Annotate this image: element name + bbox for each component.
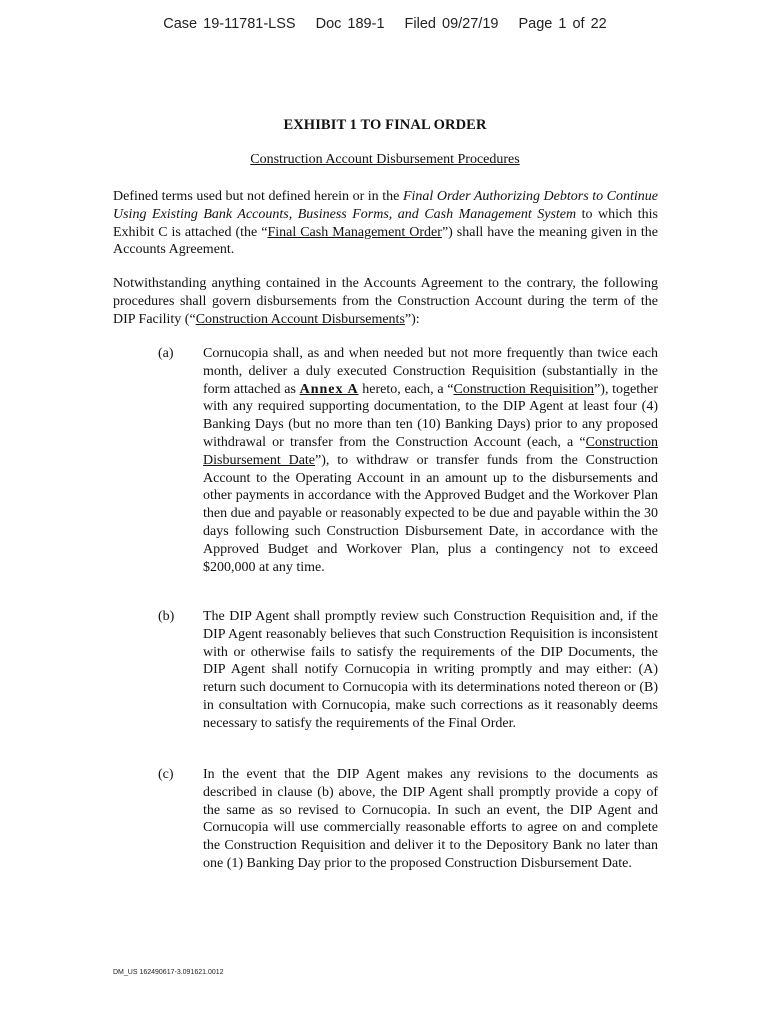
para2-text-b: ”): xyxy=(404,311,420,327)
item-label: (a) xyxy=(158,346,174,361)
item-a-text-1: Cornucopia shall, as and when needed but not more frequently than twice each month, deliver a duly executed Construction Requisition (substantially in the form attached as xyxy=(203,346,658,397)
item-label: (c) xyxy=(158,767,174,782)
defined-term: Construction Account Disbursements xyxy=(195,311,405,327)
item-label: (b) xyxy=(158,609,175,624)
defined-term: Construction Requisition xyxy=(453,381,595,397)
final-order-title: Final Order Authorizing Debtors to Continue Using Existing Bank Accounts, Business Forms, and Cash Management System xyxy=(113,189,659,222)
page-number: Page 1 of 22 xyxy=(518,16,607,32)
case-number: Case 19-11781-LSS xyxy=(163,16,296,32)
para1-text-b: to which this Exhibit C is attached (the “ xyxy=(113,206,658,240)
exhibit-subtitle: Construction Account Disbursement Procedures xyxy=(250,152,520,167)
item-a-text-3: ”), together with any required supporting documentation, to the DIP Agent at least four (4) Banking Days (but no more than ten (10) Banking Days) prior to any proposed withdrawal or transfer from the Construction Account (each, a “ xyxy=(203,381,659,450)
item-c-text: In the event that the DIP Agent makes any revisions to the documents as described in clause (b) above, the DIP Agent shall promptly provide a copy of the same as so revised to Cornucopia. In such an event, the DIP Agent and Cornucopia will use commercially reasonable efforts to agree on and complete the Construction Requisition and deliver it to the Depository Bank no later than one (1) Banking Day prior to the proposed Construction Disbursement Date. xyxy=(203,767,658,871)
para1-text-a: Defined terms used but not defined herein or in the xyxy=(113,189,403,204)
doc-number: Doc 189-1 xyxy=(315,16,385,32)
filed-date: Filed 09/27/19 xyxy=(404,16,499,32)
para2-text-a: Notwithstanding anything contained in the Accounts Agreement to the contrary, the following procedures shall govern disbursements from the Construction Account during the term of the DIP Facility (“ xyxy=(113,276,658,327)
court-filing-header xyxy=(0,16,770,32)
item-a-text-4: ”), to withdraw or transfer funds from the Construction Account to the Operating Account in an amount up to the disbursements and other payments in accordance with the Approved Budget and the Workover Plan then due and payable or reasonably expected to be due and payable within the 30 days following such Construction Disbursement Date, in accordance with the Approved Budget and Workover Plan, plus a contingency not to exceed $200,000 at any time. xyxy=(203,452,658,575)
para1-text-c: ”) shall have the meaning given in the Accounts Agreement. xyxy=(113,224,659,258)
item-b-text: The DIP Agent shall promptly review such Construction Requisition and, if the DIP Agent reasonably believes that such Construction Requisition is inconsistent with or otherwise fails to satisfy the requirements of the DIP Documents, the DIP Agent shall notify Cornucopia in writing promptly and may either: (A) return such document to Cornucopia with its determinations noted thereon or (B) in consultation with Cornucopia, make such corrections as it reasonably deems necessary to satisfy the requirements of the Final Order. xyxy=(203,609,658,731)
document-footer: DM_US 162490617-3.091621.0012 xyxy=(113,969,224,976)
item-a-text xyxy=(203,345,658,576)
definitions-paragraph xyxy=(113,188,658,259)
defined-term: Final Cash Management Order xyxy=(267,224,442,240)
defined-term: Construction Disbursement Date xyxy=(203,434,658,468)
exhibit-title: EXHIBIT 1 TO FINAL ORDER xyxy=(283,117,487,133)
annex-reference: Annex A xyxy=(299,381,359,397)
item-a-text-2: hereto, each, a “ xyxy=(358,381,454,397)
procedures-paragraph xyxy=(113,275,658,328)
